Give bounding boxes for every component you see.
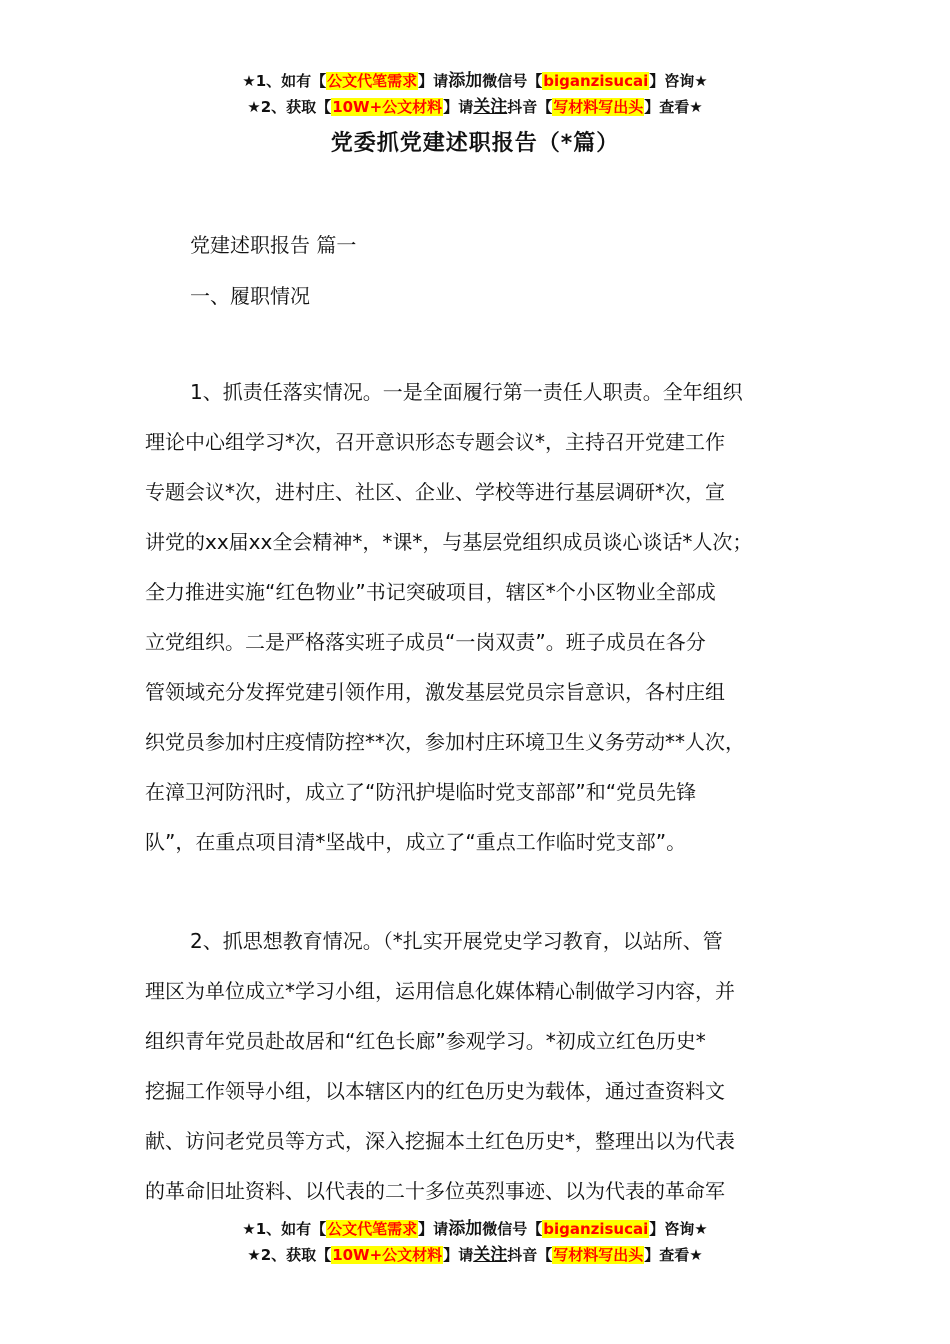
para1-line: 全力推进实施“红色物业”书记突破项目，辖区*个小区物业全部成 <box>145 580 716 604</box>
promo-line-1 <box>0 68 950 94</box>
promo-text-emphasis: 关注 <box>473 97 508 117</box>
para2-line: 组织青年党员赴故居和“红色长廊”参观学习。*初成立红色历史* <box>145 1029 706 1053</box>
promo-banner-bottom <box>0 1216 950 1268</box>
promo-text: 微信号【 <box>482 72 543 90</box>
paragraph-1 <box>145 367 825 867</box>
promo-text: ★1、如有【 <box>242 72 327 90</box>
promo-text-emphasis: 添加 <box>448 71 483 91</box>
promo-highlight-wechat-id: biganzisucai <box>543 72 649 90</box>
para1-line: 1、抓责任落实情况。一是全面履行第一责任人职责。全年组织 <box>190 380 743 404</box>
promo-text: 】查看★ <box>644 98 703 116</box>
para2-line: 献、访问老党员等方式，深入挖掘本土红色历史*，整理出以为代表 <box>145 1129 735 1153</box>
para1-line: 理论中心组学习*次，召开意识形态专题会议*，主持召开党建工作 <box>145 430 725 454</box>
promo-text: 】请 <box>418 1220 449 1238</box>
para2-line: 挖掘工作领导小组，以本辖区内的红色历史为载体，通过查资料文 <box>145 1079 725 1103</box>
promo-line-2 <box>0 94 950 120</box>
promo-text: ★2、获取【 <box>247 98 332 116</box>
promo-highlight-service: 公文代笔需求 <box>327 72 418 90</box>
para2-line: 2、抓思想教育情况。（*扎实开展党史学习教育，以站所、管 <box>190 929 723 953</box>
promo-banner-top <box>0 68 950 120</box>
promo-text: 】查看★ <box>644 1246 703 1264</box>
promo-text: 】请 <box>418 72 449 90</box>
promo-line-2 <box>0 1242 950 1268</box>
para1-line: 讲党的xx届xx全会精神*，*课*，与基层党组织成员谈心谈话*人次； <box>145 530 753 554</box>
promo-highlight-douyin: 写材料写出头 <box>553 1246 644 1264</box>
para1-line: 立党组织。二是严格落实班子成员“一岗双责”。班子成员在各分 <box>145 630 706 654</box>
para1-line: 队”，在重点项目清*坚战中，成立了“重点工作临时党支部”。 <box>145 830 687 854</box>
promo-text: 】请 <box>443 1246 474 1264</box>
section-heading: 一、履职情况 <box>190 284 310 308</box>
promo-text-emphasis: 添加 <box>448 1219 483 1239</box>
promo-highlight-materials: 10W+公文材料 <box>332 98 443 116</box>
promo-highlight-wechat-id: biganzisucai <box>543 1220 649 1238</box>
promo-text-emphasis: 关注 <box>473 1245 508 1265</box>
promo-text: 抖音【 <box>507 1246 553 1264</box>
promo-text: 】咨询★ <box>649 1220 708 1238</box>
para1-line: 在漳卫河防汛时，成立了“防汛护堤临时党支部部”和“党员先锋 <box>145 780 697 804</box>
para2-line: 的革命旧址资料、以代表的二十多位英烈事迹、以为代表的革命军 <box>145 1179 725 1203</box>
promo-highlight-service: 公文代笔需求 <box>327 1220 418 1238</box>
document-title: 党委抓党建述职报告（*篇） <box>330 131 620 156</box>
report-subtitle: 党建述职报告 篇一 <box>190 233 357 257</box>
promo-highlight-douyin: 写材料写出头 <box>553 98 644 116</box>
promo-text: ★2、获取【 <box>247 1246 332 1264</box>
promo-text: 】请 <box>443 98 474 116</box>
para1-line: 管领域充分发挥党建引领作用，激发基层党员宗旨意识，各村庄组 <box>145 680 725 704</box>
promo-text: 】咨询★ <box>649 72 708 90</box>
promo-highlight-materials: 10W+公文材料 <box>332 1246 443 1264</box>
para1-line: 专题会议*次，进村庄、社区、企业、学校等进行基层调研*次，宣 <box>145 480 725 504</box>
promo-text: ★1、如有【 <box>242 1220 327 1238</box>
para1-line: 织党员参加村庄疫情防控**次，参加村庄环境卫生义务劳动**人次， <box>145 730 745 754</box>
paragraph-2 <box>145 916 825 1216</box>
promo-line-1 <box>0 1216 950 1242</box>
promo-text: 微信号【 <box>482 1220 543 1238</box>
promo-text: 抖音【 <box>507 98 553 116</box>
para2-line: 理区为单位成立*学习小组，运用信息化媒体精心制做学习内容，并 <box>145 979 735 1003</box>
